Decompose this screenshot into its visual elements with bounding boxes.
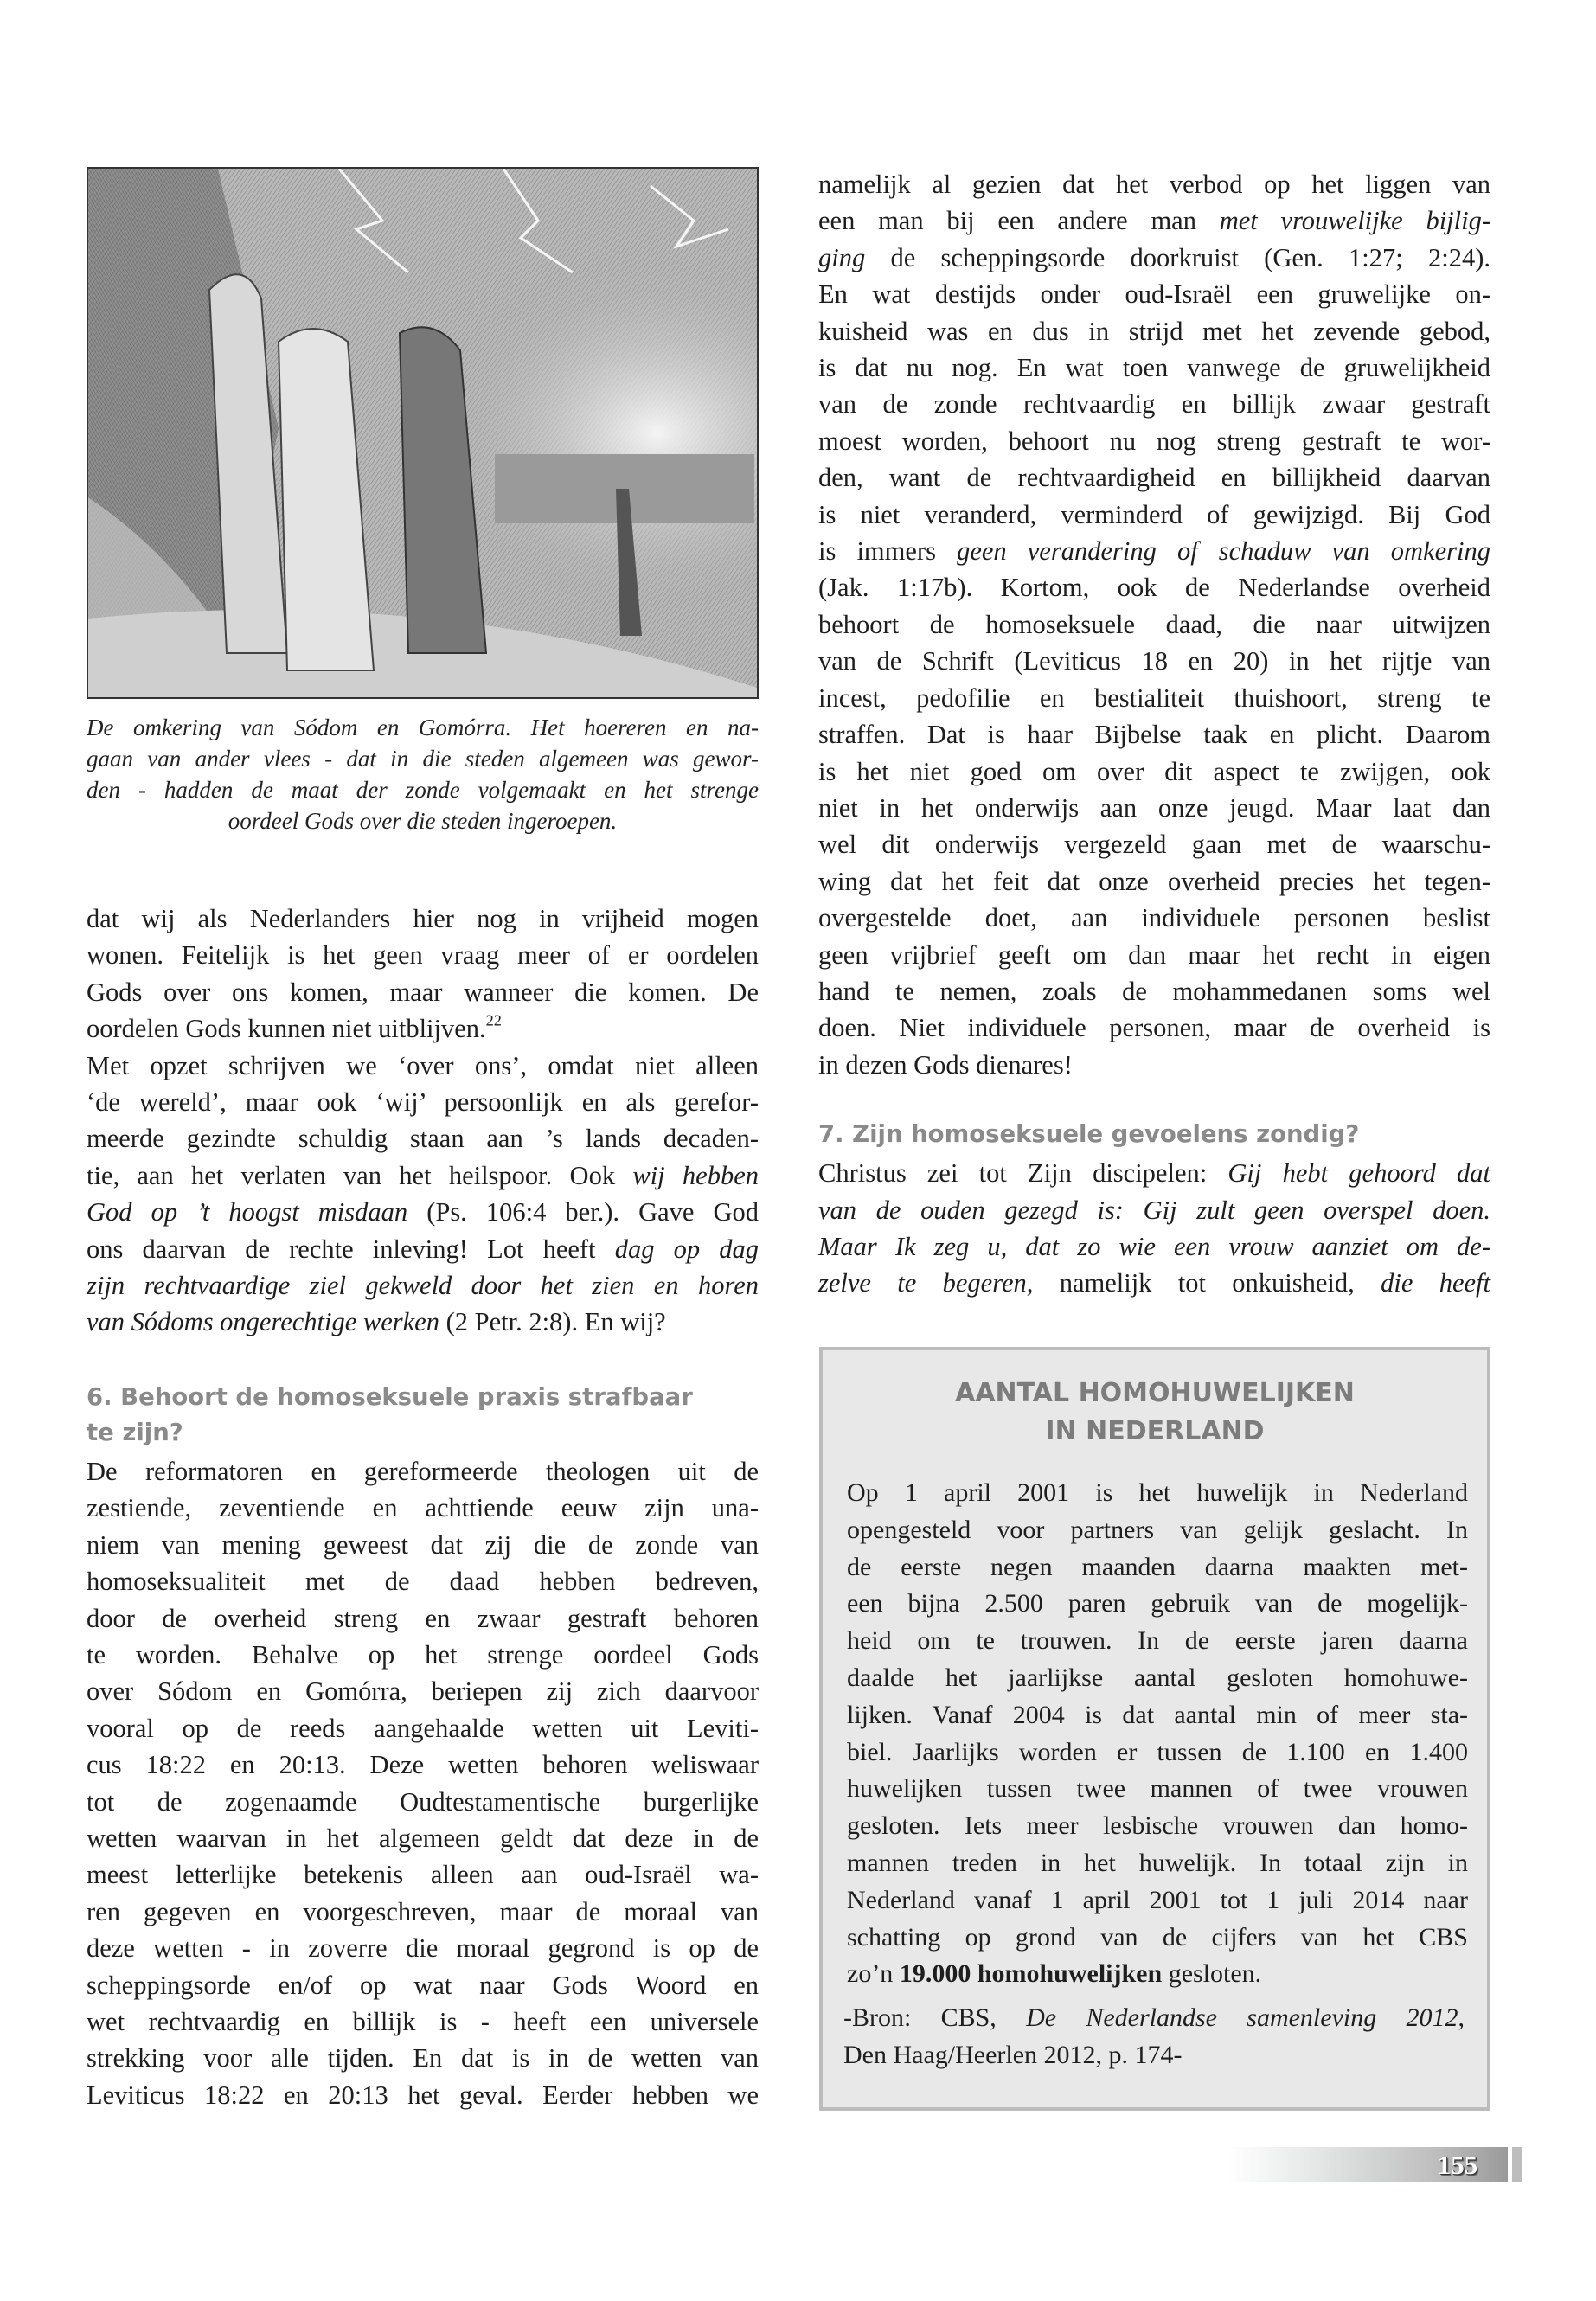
text-line: De omkering van Sódom en Gomórra. Het hoereren en na-: [87, 715, 759, 740]
text-line: is dat nu nog. En wat toen vanwege de gruwelijkheid: [818, 353, 1490, 383]
text-line: 6. Behoort de homoseksuele praxis strafbaar: [87, 1382, 693, 1411]
text-line: Nederland vanaf 1 april 2001 tot 1 juli 2014 naar: [847, 1885, 1468, 1914]
text-line: En wat destijds onder oud-Israël een gruwelijke on-: [818, 279, 1490, 310]
illustration-lot-fleeing-sodom: [87, 167, 759, 699]
paragraph: [87, 1048, 759, 1341]
sidebar-box-title: [823, 1375, 1487, 1451]
text-line: wel dit onderwijs vergezeld gaan met de waarschu-: [818, 830, 1490, 860]
text-line: moest worden, behoort nu nog streng gestraft te wor-: [818, 426, 1490, 456]
text-line: door de overheid streng en zwaar gestraft behoren: [87, 1603, 759, 1633]
text-line: ‘de wereld’, maar ook ‘wij’ persoonlijk en als gerefor-: [87, 1087, 759, 1118]
text-line: incest, pedofilie en bestialiteit thuishoort, streng te: [818, 683, 1490, 713]
text-run: met vrouwelijke bijlig-: [1219, 206, 1491, 236]
text-run: wij hebben: [632, 1160, 759, 1190]
text-run: zelve te begeren,: [818, 1268, 1034, 1298]
text-line: dat wij als Nederlanders hier nog in vrijheid mogen: [87, 904, 759, 933]
text-line: homoseksualiteit met de daad hebben bedreven,: [87, 1567, 759, 1597]
text-line: lijken. Vanaf 2004 is dat aantal min of meer sta-: [847, 1700, 1468, 1729]
text-line: is het niet goed om over dit aspect te zwijgen, ook: [818, 756, 1490, 786]
text-line: kuisheid was en dus in strijd met het zevende gebod,: [818, 316, 1490, 346]
text-line: namelijk al gezien dat het verbod op het liggen van: [818, 170, 1490, 199]
statistics-sidebar-box: [819, 1347, 1490, 2111]
text-line: heid om te trouwen. In de eerste jaren daarna: [847, 1626, 1468, 1656]
text-line: [87, 1231, 759, 1267]
text-line: deze wetten - in zoverre die moraal gegrond is op de: [87, 1933, 759, 1964]
sidebar-title-line: AANTAL HOMOHUWELIJKEN: [955, 1378, 1355, 1408]
text-line: vooral op de reeds aangehaalde wetten uit Leviti-: [87, 1713, 759, 1743]
text-line: gaan van ander vlees - dat in die steden algemeen was gewor-: [87, 746, 759, 772]
text-line: straffen. Dat is haar Bijbelse taak en plicht. Daarom: [818, 720, 1490, 750]
engraving-image: [88, 169, 757, 697]
text-run: van de ouden gezegd is: Gij zult geen overspel doen.: [818, 1195, 1490, 1225]
text-line: Op 1 april 2001 is het huwelijk in Nederland: [847, 1478, 1468, 1507]
text-line: [87, 1194, 759, 1230]
text-line: den, want de rechtvaardigheid en billijkheid daarvan: [818, 463, 1490, 493]
text-line: Leviticus 18:22 en 20:13 het geval. Eerder hebben we: [87, 2080, 759, 2110]
text-line: niet in het onderwijs aan onze jeugd. Maar laat dan: [818, 792, 1490, 823]
text-line: van de zonde rechtvaardig en billijk zwaar gestraft: [818, 389, 1490, 420]
text-line: biel. Jaarlijks worden er tussen de 1.100 en 1.400: [847, 1737, 1468, 1766]
text-line: [87, 1157, 759, 1194]
text-run: ging: [818, 242, 866, 272]
text-line: cus 18:22 en 20:13. Deze wetten behoren weliswaar: [87, 1750, 759, 1780]
text-line: tot de zogenaamde Oudtestamentische burgerlijke: [87, 1786, 759, 1817]
text-run: , die heeft: [1348, 1268, 1490, 1298]
text-line: opengesteld voor partners van gelijk geslacht. In: [847, 1515, 1468, 1544]
text-line: Den Haag/Heerlen 2012, p. 174-: [843, 2040, 1183, 2069]
page-number-bar-cap: [1512, 2147, 1522, 2182]
text-run: de scheppingsorde doorkruist (Gen. 1:27; 2:24).: [865, 242, 1490, 272]
text-line: daalde het jaarlijkse aantal gesloten homohuwe-: [847, 1663, 1468, 1692]
paragraph: [87, 901, 759, 1048]
text-line: is niet veranderd, verminderd of gewijzigd. Bij God: [818, 499, 1490, 529]
text-line: meest letterlijke betekenis alleen aan oud-Israël wa-: [87, 1860, 759, 1890]
text-run: De Nederlandse samenleving 2012: [1026, 2003, 1458, 2032]
page-number: 155: [1437, 2150, 1478, 2180]
paragraph: [818, 1155, 1490, 1302]
text-run: 19.000 homohuwelijken: [899, 1959, 1163, 1989]
text-line: 7. Zijn homoseksuele gevoelens zondig?: [818, 1120, 1360, 1149]
text-run: -Bron: CBS,: [843, 2003, 1027, 2032]
text-line: doen. Niet individuele personen, maar de overheid is: [818, 1013, 1490, 1043]
text-line: [818, 1192, 1490, 1228]
text-line: een bijna 2.500 paren gebruik van de mogelijk-: [847, 1589, 1468, 1618]
text-run: dag op dag: [614, 1234, 759, 1264]
text-run: (2 Petr. 2:8). En wij?: [439, 1307, 666, 1337]
text-line: oordeel Gods over die steden ingeroepen.: [228, 808, 618, 834]
sidebar-box-source: [843, 2000, 1465, 2074]
text-run: van Sódoms ongerechtige werken: [87, 1307, 439, 1337]
text-line: zestiende, zeventiende en achttiende eeuw zijn una-: [87, 1493, 759, 1523]
left-column-text: [87, 901, 759, 2113]
text-line: den - hadden de maat der zonde volgemaakt en het strenge: [87, 777, 759, 803]
section-heading: [87, 1380, 759, 1451]
sidebar-box-body: [847, 1475, 1468, 1993]
section-heading: [818, 1117, 1490, 1152]
text-line: scheppingsorde en/of op wat naar Gods Woord en: [87, 1970, 759, 2000]
text-run: geen verandering of schaduw van omkering: [957, 536, 1490, 567]
text-line: [818, 240, 1490, 276]
text-line: de eerste negen maanden daarna maakten met-: [847, 1552, 1468, 1581]
text-run: ons daarvan de rechte inleving! Lot heeft: [87, 1234, 615, 1264]
text-line: niem van mening geweest dat zij die de zonde van: [87, 1529, 759, 1560]
text-run: is immers: [818, 536, 958, 567]
text-line: [818, 533, 1490, 569]
text-run: Gij hebt gehoord dat: [1227, 1158, 1490, 1189]
text-line: wet rechtvaardig en billijk is - heeft een universele: [87, 2006, 759, 2036]
text-line: wonen. Feitelijk is het geen vraag meer of er oordelen: [87, 940, 759, 971]
text-run: een man bij een andere man: [818, 206, 1220, 236]
text-line: ren gegeven en voorgeschreven, maar de moraal van: [87, 1896, 759, 1926]
text-run: gesloten.: [1162, 1959, 1262, 1989]
text-line: van de Schrift (Leviticus 18 en 20) in het rijtje van: [818, 646, 1490, 676]
text-run: oordelen Gods kunnen niet uitblijven.: [87, 1014, 486, 1044]
text-line: mannen treden in het huwelijk. In totaal zijn in: [847, 1848, 1468, 1877]
text-run: God op ’t hoogst misdaan: [87, 1197, 408, 1227]
text-line: meerde gezindte schuldig staan aan ’s lands decaden-: [87, 1124, 759, 1154]
text-line: [818, 1228, 1490, 1265]
text-run: zijn rechtvaardige ziel gekweld door het zien en horen: [87, 1271, 759, 1301]
text-line: strekking voor alle tijden. En dat is in de wetten van: [87, 2043, 759, 2073]
paragraph: [87, 1453, 759, 2113]
text-line: te zijn?: [87, 1418, 183, 1446]
text-run: Christus zei tot Zijn discipelen:: [818, 1158, 1228, 1189]
text-line: hand te nemen, zoals de mohammedanen soms wel: [818, 976, 1490, 1006]
text-line: wing dat het feit dat onze overheid precies het tegen-: [818, 866, 1490, 896]
text-run: namelijk tot onkuisheid: [1033, 1268, 1349, 1298]
text-line: [847, 1956, 1468, 1993]
text-line: (Jak. 1:17b). Kortom, ook de Nederlandse overheid: [818, 573, 1490, 603]
text-line: [843, 2000, 1465, 2037]
text-line: De reformatoren en gereformeerde theologen uit de: [87, 1456, 759, 1486]
text-line: [818, 1265, 1490, 1301]
paragraph: [818, 166, 1490, 1083]
text-line: overgestelde doet, aan individuele personen beslist: [818, 903, 1490, 933]
text-line: Gods over ons komen, maar wanneer die komen. De: [87, 977, 759, 1007]
text-line: in dezen Gods dienares!: [818, 1049, 1073, 1080]
text-run: Maar Ik zeg u, dat zo wie een vrouw aanziet om de-: [818, 1231, 1490, 1261]
text-line: wetten waarvan in het algemeen geldt dat deze in de: [87, 1823, 759, 1853]
text-line: [87, 1267, 759, 1304]
text-line: [818, 202, 1490, 239]
text-run: zo’n: [847, 1959, 900, 1989]
text-line: behoort de homoseksuele daad, die naar uitwijzen: [818, 609, 1490, 639]
right-column-text: [818, 166, 1490, 1302]
text-line: over Sódom en Gomórra, beriepen zij zich daarvoor: [87, 1676, 759, 1707]
sidebar-title-line: IN NEDERLAND: [1045, 1416, 1265, 1446]
text-run: ,: [1458, 2003, 1465, 2032]
text-line: Met opzet schrijven we ‘over ons’, omdat niet alleen: [87, 1050, 759, 1080]
text-run: (Ps. 106:4 ber.). Gave God: [407, 1197, 759, 1227]
text-line: [818, 1155, 1490, 1191]
text-line: geen vrijbrief geeft om dan maar het recht in eigen: [818, 939, 1490, 970]
text-line: [87, 1010, 759, 1047]
text-line: huwelijken tussen twee mannen of twee vrouwen: [847, 1774, 1468, 1804]
text-line: te worden. Behalve op het strenge oordeel Gods: [87, 1639, 759, 1670]
text-line: [87, 1304, 759, 1340]
text-run: tie, aan het verlaten van het heilspoor. Ook: [87, 1160, 633, 1190]
text-line: schatting op grond van de cijfers van het CBS: [847, 1922, 1468, 1952]
text-line: gesloten. Iets meer lesbische vrouwen dan homo-: [847, 1811, 1468, 1841]
footnote-reference: 22: [485, 1011, 502, 1029]
figure-caption: [87, 712, 759, 836]
